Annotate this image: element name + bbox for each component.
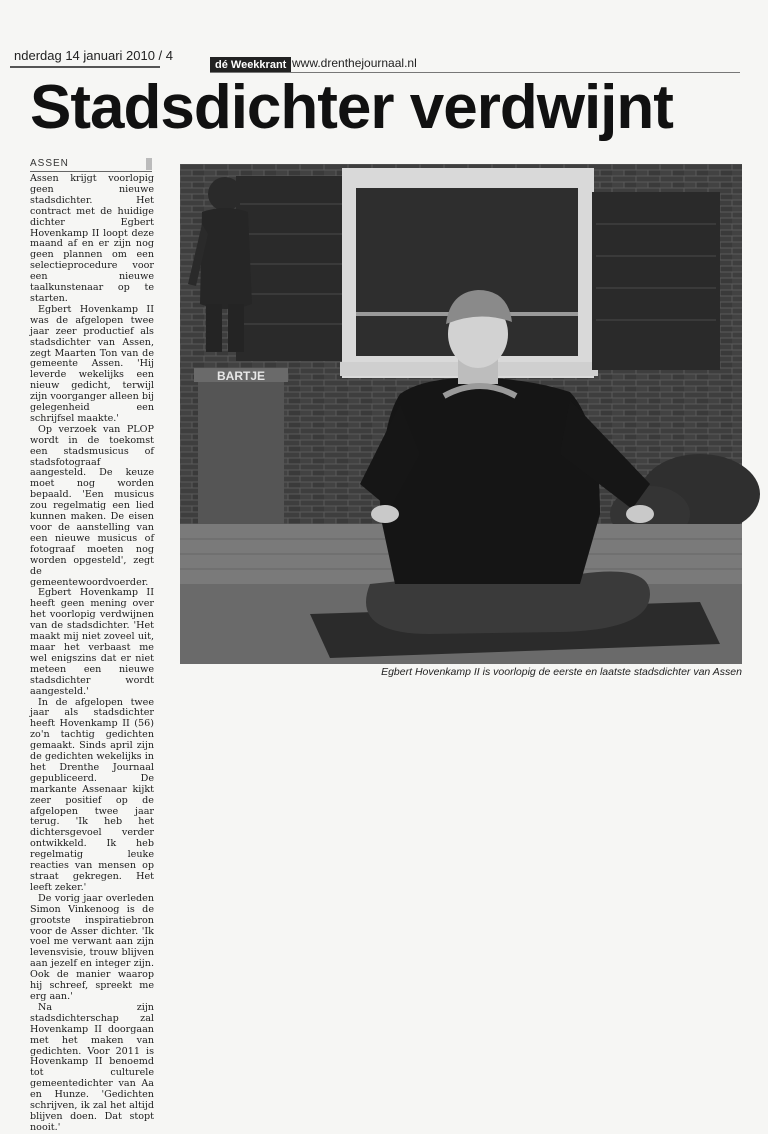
- paragraph: In de afgelopen twee jaar als stadsdichter heeft Hovenkamp II (56) zo'n tachtig gedichten gemaakt. Sinds april zijn de gedichten wekelijks in het Drenthe Journaal gepubliceerd. De markante Assenaar kijkt zeer positief op de afgelopen twee jaar terug. 'Ik heb het dichtersgevoel verder ontwikkeld. Ik heb regelmatig leuke reacties van mensen op straat gekregen. Het leeft zeker.': [30, 696, 154, 893]
- paragraph: Na zijn stadsdichterschap zal Hovenkamp II doorgaan met het maken van gedichten. Voor 2011 is Hovenkamp II benoemd tot culturele gemeentedichter van Aa en Hunze. 'Gedichten schrijven, ik zal het altijd blijven doen. Dat stopt nooit.': [30, 1001, 154, 1133]
- photo-caption: Egbert Hovenkamp II is voorlopig de eerste en laatste stadsdichter van Assen: [381, 666, 742, 678]
- newspaper-url[interactable]: www.drenthejournaal.nl: [292, 56, 417, 70]
- right-shutter: [592, 192, 720, 370]
- paragraph: De vorig jaar overleden Simon Vinkenoog is de grootste inspiratiebron voor de Asser dichter. 'Ik voel me verwant aan zijn levensvisie, trouw blijven aan jezelf en integer zijn. Ook de manier waarop hij schreef, spreekt me erg aan.': [30, 892, 154, 1002]
- dateline: ASSEN: [30, 158, 152, 172]
- paragraph: Egbert Hovenkamp II was de afgelopen twee jaar zeer productief als stadsdichter van Assen, zegt Maarten Ton van de gemeente Assen. 'Hij leverde wekelijks een nieuw gedicht, terwijl zijn voorganger alleen bij gelegenheid een schrijfsel maakte.': [30, 303, 155, 424]
- article-body: [30, 173, 155, 1133]
- headline: Stadsdichter verdwijnt: [30, 73, 673, 142]
- section-badge: dé Weekkrant: [210, 57, 291, 73]
- statue-pedestal: [198, 376, 284, 526]
- paragraph: Egbert Hovenkamp II heeft geen mening over het voorlopig verdwijnen van de stadsdichter. 'Het maakt mij niet zoveel uit, maar het verbaast me wel enigszins dat er niet meteen een nieuwe stadsdichter wordt aangesteld.': [30, 587, 154, 697]
- article-photo: [180, 164, 742, 664]
- statue-plaque: BARTJE: [216, 369, 266, 383]
- photo-illustration: [180, 164, 742, 664]
- paragraph: Op verzoek van PLOP wordt in de toekomst een stadsmusicus of stadsfotograaf aangesteld. De keuze moet nog worden bepaald. 'Een musicus zou regelmatig een lied kunnen maken. De eisen voor de aanstelling van een nieuwe musicus of fotograaf moeten nog worden opgesteld', zegt de gemeentewoordvoerder.: [30, 423, 154, 588]
- dateline-marker: [146, 158, 152, 170]
- paragraph: Assen krijgt voorlopig geen nieuwe stadsdichter. Het contract met de huidige dichter Egbert Hovenkamp II loopt deze maand af en er zijn nog geen plannen om een selectieprocedure voor een nieuwe taalkunstenaar op te starten.: [30, 173, 154, 304]
- header-date: nderdag 14 januari 2010 / 4: [14, 48, 174, 63]
